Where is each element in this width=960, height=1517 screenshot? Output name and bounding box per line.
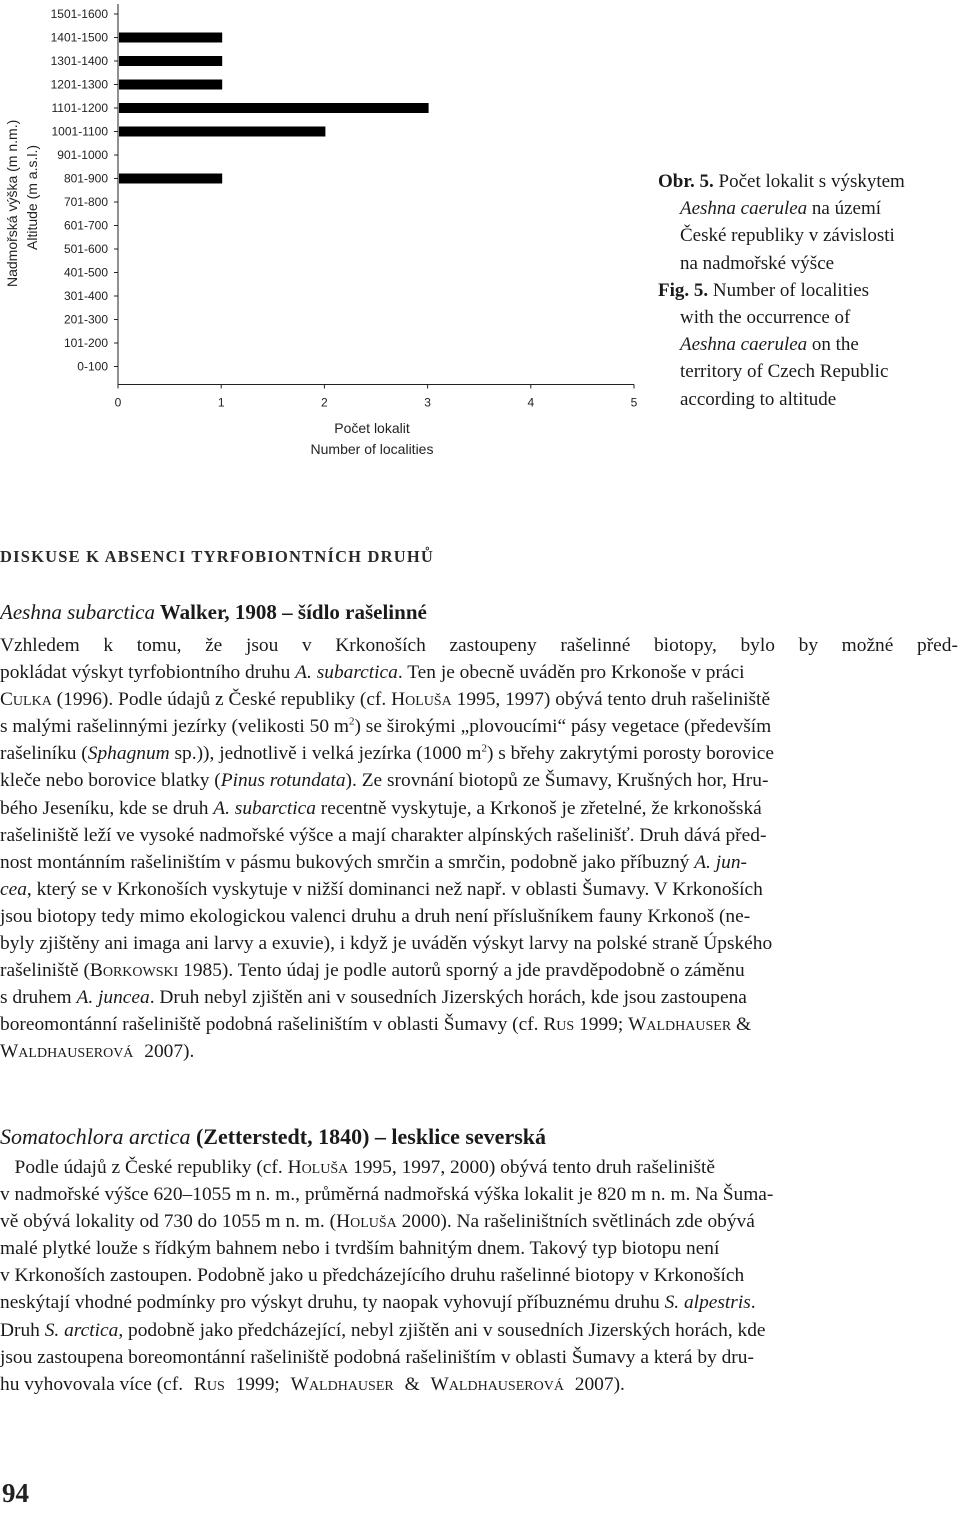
word: Vzhledem: [0, 635, 80, 656]
y-tick-label: 701-800: [63, 195, 108, 209]
word: v: [301, 635, 312, 656]
word: možné: [841, 635, 894, 656]
y-tick-label: 1201-1300: [50, 77, 108, 92]
word: že: [205, 635, 223, 656]
bar: [119, 103, 429, 113]
y-tick-label: 1301-1400: [50, 54, 108, 68]
word: tomu,: [136, 635, 182, 656]
page-number: 94: [2, 1478, 29, 1508]
bar: [119, 127, 325, 137]
y-tick-label: 1001-1100: [51, 124, 108, 139]
y-axis-title-en: Altitude (m a.s.l.): [24, 144, 40, 250]
x-tick-labels: [115, 385, 638, 410]
species-heading-somatochlora: Somatochlora arctica (Zetterstedt, 1840) – lesklice severská: [0, 1124, 547, 1149]
section-heading: DISKUSE K ABSENCI TYRFOBIONTNÍCH DRUHŮ: [0, 547, 435, 566]
y-tick-label: 0-100: [77, 359, 108, 374]
x-axis-title-cz: Počet lokalit: [334, 420, 410, 436]
word: Krkonoších: [335, 635, 426, 656]
bar: [119, 80, 222, 90]
x-tick-label: 3: [424, 395, 431, 410]
y-tick-label: 1401-1500: [50, 30, 108, 45]
y-tick-label: 801-900: [63, 171, 108, 186]
y-tick-label: 1101-1200: [51, 101, 108, 115]
bars: [119, 33, 429, 184]
y-tick-label: 1501-1600: [50, 7, 108, 21]
y-tick-label: 101-200: [63, 336, 108, 350]
figure-caption: Obr. 5. Počet lokalit s výskytem Aeshna caerulea na území České republiky v závislosti na nadmořské výšce Fig. 5. Number of localities with the occurrence of Aeshna caerulea on the territory of Czech Republic according to altitude: [658, 171, 905, 410]
word: biotopy,: [653, 635, 717, 656]
y-axis-title-cz: Nadmořská výška (m n.m.): [4, 119, 20, 287]
y-tick-label: 401-500: [63, 265, 108, 280]
x-axis-title-en: Number of localities: [310, 441, 434, 457]
paragraph-aeshna: Vzhledem k tomu, že jsou v Krkonoších zastoupeny rašelinné biotopy, bylo by možné před- pokládat výskyt tyrfobiontního druhu A. subarctica. Ten je obecně uváděn pro Krkonoše v práci Culka (1996). Podle údajů z České republiky (cf. Holuša 1995, 1997) obývá tento druh rašeliniště s malými rašelinnými jezírky (velikosti 50 $m^2$) se širokými „plovoucími“ pásy vegetace (především rašeliníku (Sphagnum sp.)), jednotlivě i velká jezírka (1000 $m^2$) s břehy zakrytými porosty borovice kleče nebo borovice blatky (Pinus rotundata). Ze srovnání biotopů ze Šumavy, Krušných hor, Hru- bého Jeseníku, kde se druh A. subarctica recentně vyskytuje, a Krkonoš je zřetelné, že krkonošská rašeliniště leží ve vysoké nadmořské výšce a mají charakter alpínských rašelinišť. Druh dává před- nost montánním rašeliništím v pásmu bukových smrčin a smrčin, podobně jako příbuzný A. jun- cea, který se v Krkonoších vyskytuje v nižší dominanci než např. v oblasti Šumavy. V Krkonoších jsou biotopy tedy mimo ekologickou valenci druhu a druh není příslušníkem fauny Krkonoš (ne- byly zjištěny ani imaga ani larvy a exuvie), i když je uváděn výskyt larvy na polské straně Úpského rašeliniště (Borkowski 1985). Tento údaj je podle autorů sporný a jde pravděpodobně o záměnu s druhem A. juncea. Druh nebyl zjištěn ani v sousedních Jizerských horách, kde jsou zastoupena boreomontánní rašeliniště podobná rašeliništím v oblasti Šumavy (cf. Rus 1999; Waldhauser & Waldhauserová 2007).: [0, 632, 958, 1066]
y-tick-label: 901-1000: [57, 148, 108, 162]
word: by: [798, 635, 819, 656]
y-tick-labels: [51, 7, 118, 374]
y-tick-label: 201-300: [63, 312, 108, 327]
word: rašelinné: [560, 635, 631, 656]
x-tick-label: 5: [630, 395, 638, 410]
word: bylo: [740, 635, 775, 656]
word: před-: [917, 635, 958, 656]
y-tick-label: 601-700: [63, 218, 108, 233]
paragraph-somatochlora: Podle údajů z České republiky (cf. Holuša 1995, 1997, 2000) obývá tento druh rašeliniště v nadmořské výšce 620–1055 m n. m., průměrná nadmořská výška lokalit je 820 m n. m. Na Šuma- vě obývá lokality od 730 do 1055 m n. m. (Holuša 2000). Na rašeliništních světlinách zde obývá malé plytké louže s řídkým bahnem nebo i tvrdším bahnitým dnem. Takový typ biotopu není v Krkonoších zastoupen. Podobně jako u předcházejícího druhu rašelinné biotopy v Krkonoších neskýtají vhodné podmínky pro výskyt druhu, ty naopak vyhovují příbuznému druhu S. alpestris. Druh S. arctica, podobně jako předcházející, nebyl zjištěn ani v sousedních Jizerských horách, kde jsou zastoupena boreomontánní rašeliniště podobná rašeliništím v oblasti Šumavy a která by dru- hu vyhovovala více (cf. Rus 1999; Waldhauser & Waldhauserová 2007).: [0, 1157, 774, 1395]
y-tick-label: 501-600: [63, 242, 108, 256]
bar: [119, 56, 222, 66]
x-tick-label: 4: [527, 395, 535, 410]
species-heading-aeshna: Aeshna subarctica Walker, 1908 – šídlo rašelinné: [0, 600, 427, 624]
bar: [119, 33, 222, 43]
word: zastoupeny: [449, 635, 537, 656]
x-tick-label: 1: [217, 395, 225, 410]
bar: [119, 174, 222, 184]
altitude-bar-chart: [0, 0, 650, 470]
word: k: [103, 635, 114, 656]
x-tick-label: 0: [114, 395, 122, 410]
x-tick-label: 2: [321, 395, 328, 410]
word: jsou: [245, 635, 279, 656]
y-tick-label: 301-400: [63, 289, 108, 303]
